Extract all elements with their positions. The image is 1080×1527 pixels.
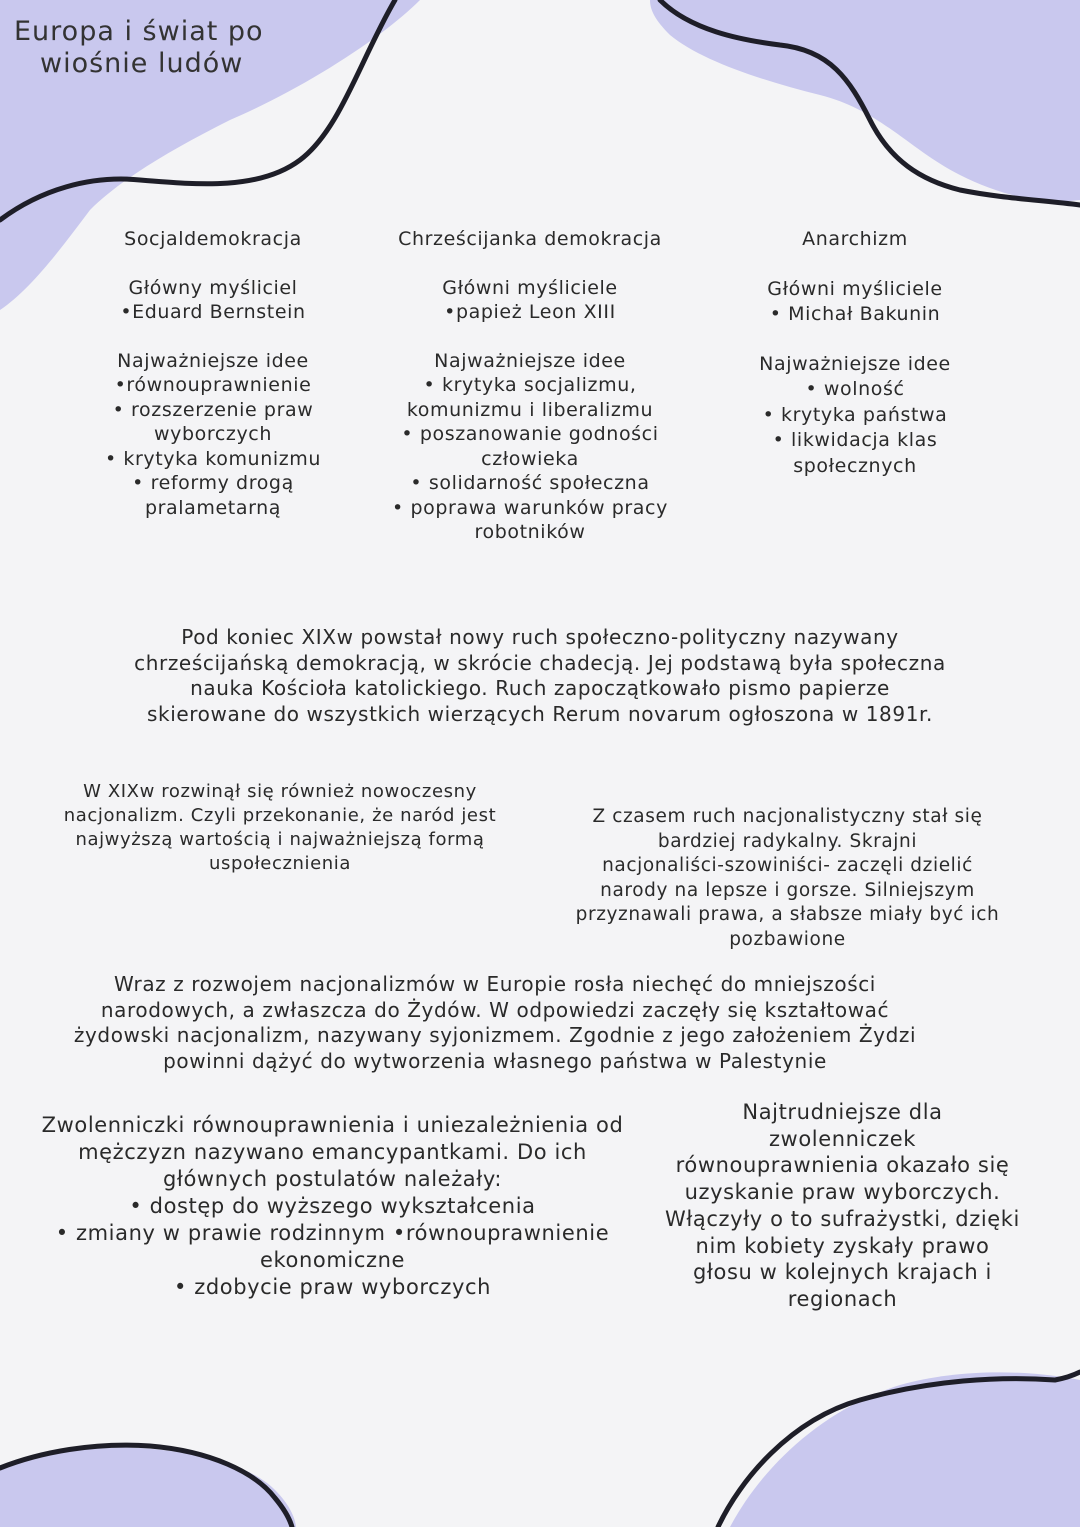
idea-line: • krytyka socjalizmu, [423, 374, 637, 396]
paragraph-line: Z czasem ruch nacjonalistyczny stał się [592, 806, 983, 827]
idea-line: • krytyka państwa [762, 403, 948, 426]
thinker: • Michał Bakunin [769, 303, 941, 325]
column-chrzescijanska-demokracja [360, 227, 700, 545]
paragraph-line: przyznawali prawa, a słabsze miały być ich [575, 904, 1000, 925]
paragraph-line: narodowych, a zwłaszcza do Żydów. W odpowiedzi zaczęły się kształtować [100, 997, 890, 1022]
column-heading: Anarchizm [802, 228, 908, 250]
paragraph-line: • dostęp do wyższego wykształcenia [129, 1194, 536, 1218]
idea-line: • reformy drogą [132, 472, 294, 494]
bottom-left-blob [0, 1447, 296, 1527]
idea-line: pralametarną [144, 496, 282, 519]
thinker: •papież Leon XIII [444, 301, 616, 323]
paragraph-line: narody na lepsze i gorsze. Silniejszym [600, 879, 975, 901]
idea-line: wyborczych [153, 423, 272, 445]
chadecja-paragraph [40, 625, 1040, 727]
paragraph-line: nacjonaliści-szowiniści- zaczęli dzielić [602, 855, 973, 876]
idea-line: • rozszerzenie praw [112, 398, 314, 421]
paragraph-line: pozbawione [729, 928, 846, 950]
paragraph-line: żydowski nacjonalizm, nazywany syjonizmem. Zgodnie z jego założeniem Żydzi [73, 1023, 917, 1047]
idea-line: człowieka [481, 447, 579, 470]
title-line: Europa i świat po [14, 16, 264, 47]
thinkers-label: Główni myśliciele [767, 277, 943, 300]
ideas-label: Najważniejsze idee [759, 352, 951, 375]
thinkers-label: Główny myśliciel [128, 276, 298, 299]
idea-line: komunizmu i liberalizmu [406, 398, 654, 421]
idea-line: • wolność [805, 378, 905, 400]
idea-line: • poprawa warunków pracy [392, 496, 668, 519]
paragraph-line: bardziej radykalny. Skrajni [657, 830, 918, 852]
idea-line: • likwidacja klas [772, 429, 938, 451]
column-anarchizm [720, 227, 990, 479]
column-heading: Chrześcijanka demokracja [398, 228, 662, 250]
paragraph-line: nim kobiety zyskały prawo [695, 1233, 990, 1258]
paragraph-line: najwyższą wartością i najważniejszą formą [75, 829, 485, 850]
paragraph-line: Włączyły o to sufrażystki, dzięki [665, 1206, 1020, 1231]
column-heading: Socjaldemokracja [124, 228, 302, 250]
column-socjaldemokracja [68, 227, 358, 520]
paragraph-line: • zdobycie praw wyborczych [173, 1275, 492, 1299]
paragraph-line: chrześcijańską demokracją, w skrócie chadecją. Jej podstawą była społeczna [134, 650, 946, 675]
paragraph-line: głównych postulatów należały: [162, 1167, 503, 1191]
paragraph-line: uzyskanie praw wyborczych. [684, 1180, 1001, 1205]
title-line: wiośnie ludów [40, 48, 244, 79]
paragraph-line: głosu w kolejnych krajach i [693, 1260, 992, 1285]
idea-line: społecznych [793, 454, 917, 477]
paragraph-line: Najtrudniejsze dla [742, 1100, 943, 1124]
idea-line: • poszanowanie godności [401, 423, 659, 445]
ideas-label: Najważniejsze idee [117, 349, 309, 372]
suffrage-paragraph [650, 1099, 1035, 1313]
paragraph-line: W XIXw rozwinął się również nowoczesny [83, 781, 477, 802]
paragraph-line: nauka Kościoła katolickiego. Ruch zapoczątkowało pismo papierze [190, 676, 890, 700]
paragraph-line: uspołecznienia [208, 853, 352, 874]
paragraph-line: równouprawnienia okazało się [675, 1153, 1010, 1178]
emancipation-paragraph [5, 1112, 660, 1301]
paragraph-line: zwolenniczek [768, 1126, 917, 1151]
bottom-right-blob [730, 1372, 1080, 1527]
paragraph-line: nacjonalizm. Czyli przekonanie, że naród jest [63, 805, 497, 826]
paragraph-line: Pod koniec XIXw powstał nowy ruch społeczno-polityczny nazywany [181, 625, 899, 649]
paragraph-line: • zmiany w prawie rodzinnym •równouprawnienie [55, 1221, 610, 1245]
idea-line: robotników [474, 521, 586, 543]
ideas-label: Najważniejsze idee [434, 349, 626, 372]
paragraph-line: mężczyzn nazywano emancypantkami. Do ich [78, 1140, 587, 1164]
nationalism-paragraph [25, 780, 535, 876]
thinker: •Eduard Bernstein [120, 301, 306, 323]
paragraph-line: skierowane do wszystkich wierzących Rerum novarum ogłoszona w 1891r. [147, 701, 933, 726]
paragraph-line: regionach [787, 1286, 898, 1311]
idea-line: •równouprawnienie [114, 374, 312, 396]
paragraph-line: Wraz z rozwojem nacjonalizmów w Europie rosła niechęć do mniejszości [114, 972, 876, 996]
paragraph-line: ekonomiczne [259, 1248, 406, 1272]
paragraph-line: Zwolenniczki równouprawnienia i uniezależnienia od [41, 1113, 624, 1137]
thinkers-label: Główni myśliciele [442, 276, 618, 299]
idea-line: • krytyka komunizmu [104, 447, 322, 470]
chauvinism-paragraph [540, 805, 1035, 952]
page-title [14, 16, 264, 80]
idea-line: • solidarność społeczna [410, 472, 650, 494]
zionism-paragraph [20, 972, 970, 1074]
paragraph-line: powinni dążyć do wytworzenia własnego państwa w Palestynie [163, 1048, 827, 1073]
